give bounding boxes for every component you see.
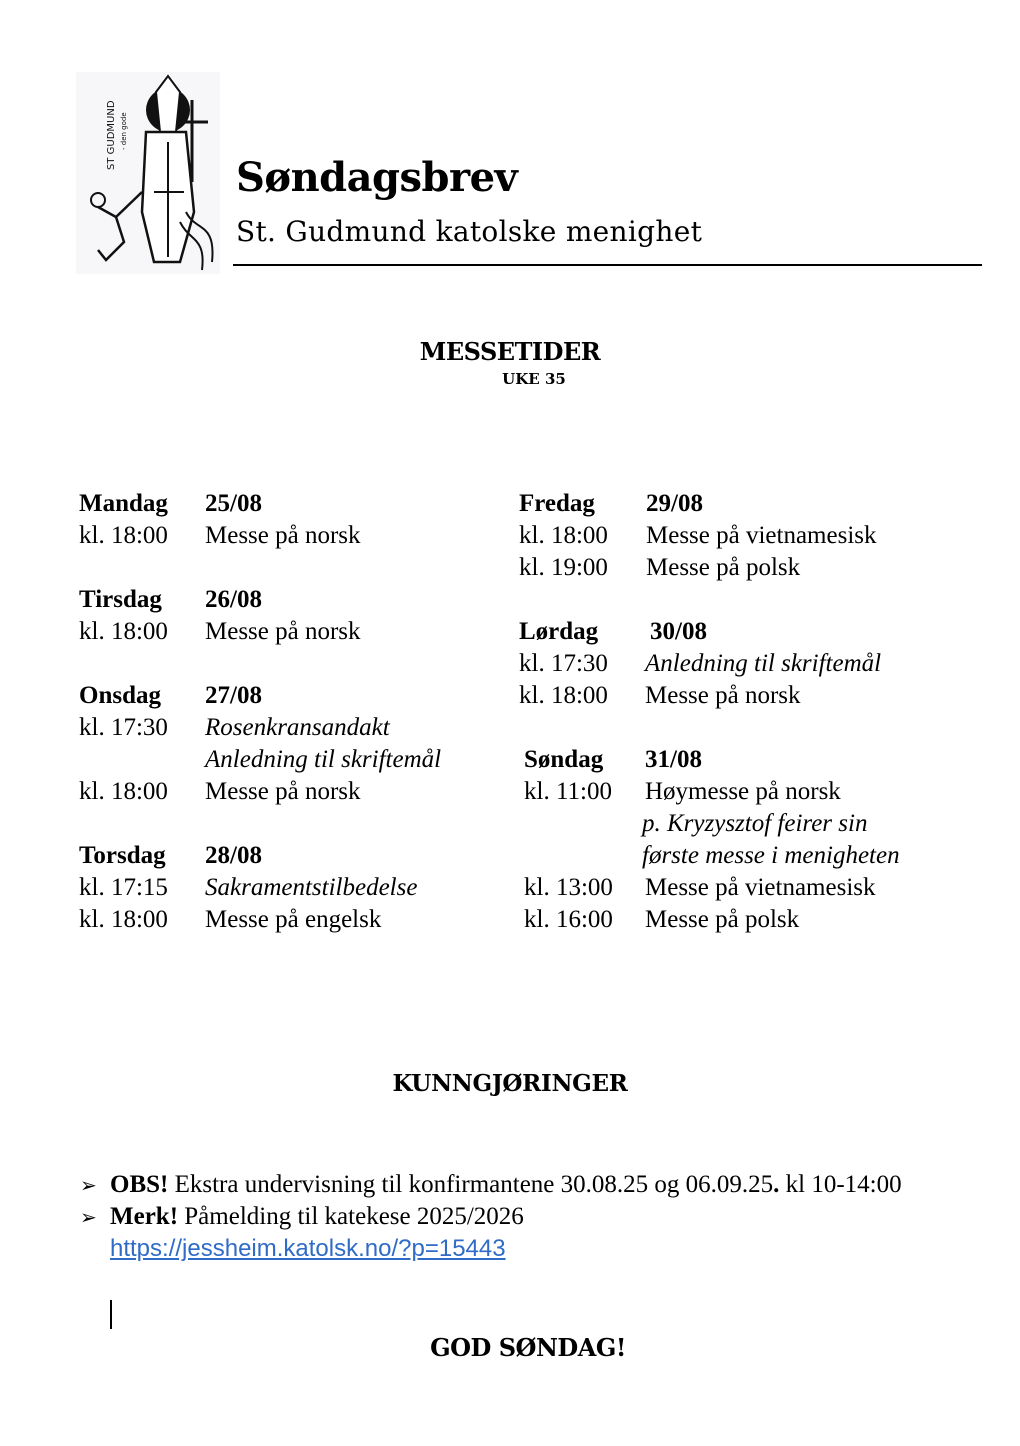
day-date: 27/08: [205, 682, 262, 709]
announcements-heading: KUNNGJØRINGER: [392, 1070, 628, 1097]
mass-description: Messe på norsk: [205, 618, 361, 645]
mass-time-empty: [524, 808, 645, 840]
mass-time: kl. 13:00: [524, 874, 613, 901]
mass-time: kl. 18:00: [79, 906, 168, 933]
mass-description: Sakramentstilbedelse: [205, 874, 418, 901]
mass-time: kl. 18:00: [519, 682, 608, 709]
arrowhead-bullet-icon: ➢: [80, 1173, 97, 1197]
announcement-punctuation: .: [773, 1171, 780, 1198]
mass-entry: [79, 744, 441, 776]
mass-entry: [79, 712, 441, 744]
mass-entry: [519, 680, 900, 712]
mass-description: Høymesse på norsk: [645, 778, 841, 805]
mass-note: [524, 840, 900, 872]
mass-description: Messe på norsk: [645, 682, 801, 709]
mass-description: Messe på polsk: [646, 554, 801, 581]
day-block-torsdag: [79, 840, 441, 936]
mass-entry: [524, 872, 900, 904]
mass-description: Messe på vietnamesisk: [646, 522, 877, 549]
day-name: Onsdag: [79, 682, 161, 709]
day-date: 25/08: [205, 490, 262, 517]
day-date: 28/08: [205, 842, 262, 869]
schedule-right-column: [519, 488, 900, 936]
week-label: UKE 35: [502, 370, 566, 388]
mass-time: kl. 18:00: [519, 522, 608, 549]
day-block-mandag: [79, 488, 441, 552]
day-date: 26/08: [205, 586, 262, 613]
day-name: Lørdag: [519, 618, 599, 645]
day-header: [79, 584, 441, 616]
mass-entry: [524, 904, 900, 936]
day-header: [79, 840, 441, 872]
day-header: [79, 488, 441, 520]
mass-description: Anledning til skriftemål: [645, 650, 882, 677]
announcement-item: [80, 1201, 960, 1265]
mass-entry: [519, 520, 900, 552]
day-date: 30/08: [650, 618, 707, 645]
mass-description: Messe på vietnamesisk: [645, 874, 876, 901]
day-date: 31/08: [645, 746, 702, 773]
schedule-left-column: [79, 488, 441, 936]
day-header: [519, 616, 900, 648]
day-block-søndag: [524, 744, 900, 936]
day-date: 29/08: [646, 490, 703, 517]
mass-entry: [519, 648, 900, 680]
mass-time: [79, 744, 205, 776]
registration-link[interactable]: https://jessheim.katolsk.no/?p=15443: [110, 1235, 506, 1262]
mass-time: kl. 17:30: [519, 650, 608, 677]
newsletter-title: Søndagsbrev: [236, 154, 518, 201]
day-block-onsdag: [79, 680, 441, 808]
announcement-label: OBS!: [110, 1171, 169, 1198]
mass-entry: [79, 904, 441, 936]
parish-logo: [76, 72, 220, 274]
day-header: [524, 744, 900, 776]
parish-subtitle: St. Gudmund katolske menighet: [236, 215, 703, 248]
mass-description: Messe på engelsk: [205, 906, 382, 933]
mass-note-text: første messe i menigheten: [642, 842, 900, 869]
mass-time: kl. 18:00: [79, 618, 168, 645]
day-name: Søndag: [524, 746, 604, 773]
arrowhead-bullet-icon: ➢: [80, 1205, 97, 1229]
day-header: [519, 488, 900, 520]
st-gudmund-illustration-icon: [76, 72, 220, 274]
mass-time: kl. 19:00: [519, 554, 608, 581]
mass-time: kl. 17:15: [79, 874, 168, 901]
mass-time: kl. 16:00: [524, 906, 613, 933]
announcement-text: Påmelding til katekese 2025/2026: [178, 1203, 524, 1230]
mass-entry: [79, 776, 441, 808]
mass-description: Messe på norsk: [205, 522, 361, 549]
day-block-lørdag: [519, 616, 900, 712]
text-cursor: [110, 1300, 112, 1329]
mass-times-heading: MESSETIDER: [419, 337, 601, 366]
mass-entry: [79, 616, 441, 648]
mass-entry: [524, 776, 900, 808]
mass-time: kl. 18:00: [79, 778, 168, 805]
mass-description: Messe på polsk: [645, 906, 800, 933]
svg-text:- den gode: - den gode: [120, 112, 128, 150]
announcement-text: Ekstra undervisning til konfirmantene 30.08.25 og 06.09.25: [168, 1171, 774, 1198]
closing-greeting: GOD SØNDAG!: [430, 1333, 626, 1362]
day-name: Torsdag: [79, 842, 166, 869]
mass-note: [524, 808, 900, 840]
mass-note-text: p. Kryzysztof feirer sin: [642, 810, 868, 837]
day-header: [79, 680, 441, 712]
mass-time-empty: [524, 840, 645, 872]
announcements-list: [80, 1169, 960, 1265]
day-name: Mandag: [79, 490, 168, 517]
mass-time: kl. 18:00: [79, 522, 168, 549]
announcement-item: [80, 1169, 960, 1201]
mass-time: kl. 17:30: [79, 714, 168, 741]
mass-entry: [79, 520, 441, 552]
day-name: Fredag: [519, 490, 595, 517]
mass-entry: [79, 872, 441, 904]
mass-entry: [519, 552, 900, 584]
mass-description: Anledning til skriftemål: [205, 746, 442, 773]
mass-time: kl. 11:00: [524, 778, 612, 805]
announcement-text-time: kl 10-14:00: [779, 1171, 902, 1198]
announcement-label: Merk!: [110, 1203, 179, 1230]
svg-text:ST GUDMUND: ST GUDMUND: [106, 100, 117, 170]
day-block-fredag: [519, 488, 900, 584]
mass-description: Rosenkransandakt: [205, 714, 390, 741]
day-block-tirsdag: [79, 584, 441, 648]
header-divider: [233, 264, 982, 266]
mass-description: Messe på norsk: [205, 778, 361, 805]
day-name: Tirsdag: [79, 586, 162, 613]
